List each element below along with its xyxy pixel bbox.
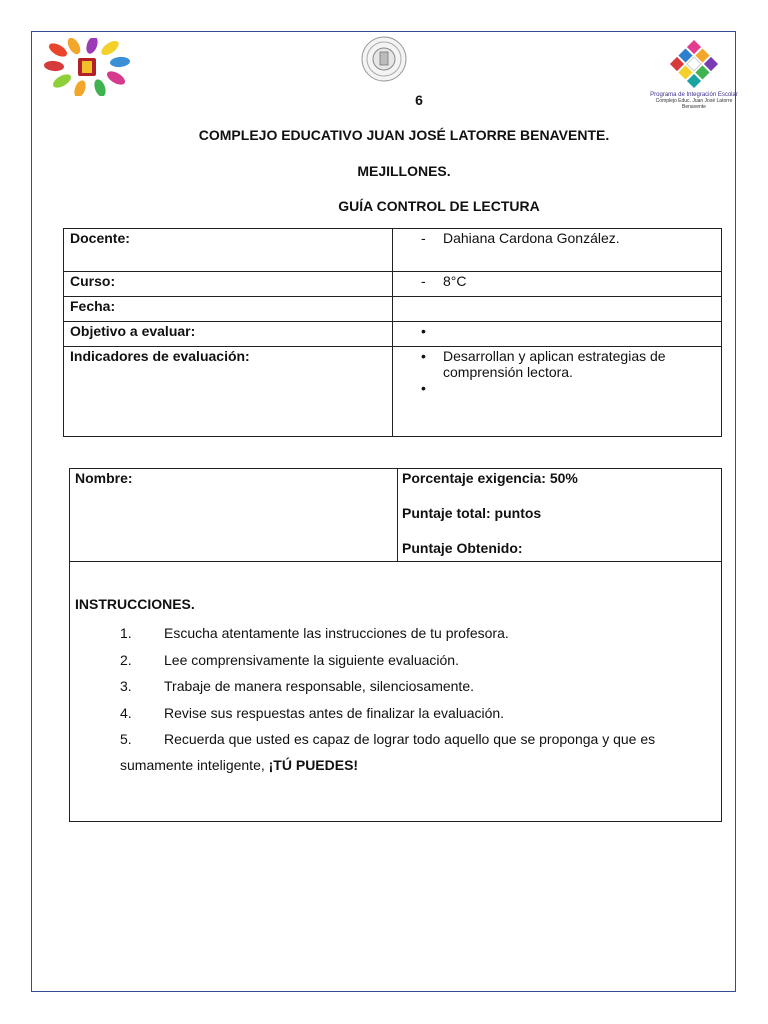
indicators-label: Indicadores de evaluación: (64, 347, 393, 437)
teacher-cell (393, 229, 722, 272)
course-cell (393, 272, 722, 297)
school-hands-logo (44, 38, 132, 96)
school-seal (361, 36, 407, 82)
item-number: 1. (120, 625, 132, 641)
date-cell (393, 297, 722, 322)
item-text: Lee comprensivamente la siguiente evaluación. (164, 652, 459, 668)
total-score-label: Puntaje total: puntos (402, 505, 542, 521)
table-row (64, 347, 722, 437)
list-item (120, 705, 710, 721)
divider (397, 469, 398, 561)
objective-label: Objetivo a evaluar: (64, 322, 393, 347)
continuation-text: sumamente inteligente, (120, 757, 269, 773)
indicators-value: Desarrollan y aplican estrategias de comprensión lectora. (443, 348, 666, 380)
item-number: 5. (120, 731, 132, 747)
obtained-score-label: Puntaje Obtenido: (402, 540, 523, 556)
school-name: COMPLEJO EDUCATIVO JUAN JOSÉ LATORRE BENAVENTE. (198, 127, 610, 143)
guide-title: GUÍA CONTROL DE LECTURA (338, 198, 540, 214)
student-box (69, 468, 722, 822)
emphasis-text: ¡TÚ PUEDES! (268, 757, 359, 773)
date-label: Fecha: (64, 297, 393, 322)
table-row (64, 229, 722, 272)
item-text: Revise sus respuestas antes de finalizar la evaluación. (164, 705, 505, 721)
pie-logo-subtitle: Complejo Educ. Juan José Latorre Benavente (655, 98, 733, 110)
list-item (120, 625, 710, 641)
dash-marker: - (421, 230, 426, 246)
bullet-marker: • (421, 380, 426, 396)
table-row (64, 322, 722, 347)
city-name: MEJILLONES. (357, 163, 451, 179)
item-text: Recuerda que usted es capaz de lograr todo aquello que se proponga y que es (164, 731, 656, 747)
teacher-label: Docente: (64, 229, 393, 272)
instruction-continuation (120, 757, 358, 773)
name-label: Nombre: (75, 470, 133, 486)
pie-logo-title: Programa de Integración Escolar (650, 92, 738, 98)
table-row (64, 272, 722, 297)
table-row (64, 297, 722, 322)
info-table (63, 228, 722, 437)
teacher-value: Dahiana Cardona González. (443, 230, 620, 246)
item-text: Escucha atentamente las instrucciones de tu profesora. (164, 625, 509, 641)
dash-marker: - (421, 273, 426, 289)
list-item (120, 652, 710, 668)
objective-cell (393, 322, 722, 347)
bullet-marker: • (421, 323, 426, 339)
item-text: Trabaje de manera responsable, silenciosamente. (164, 678, 474, 694)
item-number: 4. (120, 705, 132, 721)
bullet-marker: • (421, 348, 426, 364)
list-item (120, 731, 720, 747)
indicators-cell (393, 347, 722, 437)
course-label: Curso: (64, 272, 393, 297)
percentage-label: Porcentaje exigencia: 50% (402, 470, 578, 486)
item-number: 2. (120, 652, 132, 668)
student-info-section (70, 469, 721, 562)
list-item (120, 678, 710, 694)
course-value: 8°C (443, 273, 467, 289)
item-number: 3. (120, 678, 132, 694)
page-number: 6 (415, 92, 423, 108)
instructions-title: INSTRUCCIONES. (75, 596, 195, 612)
